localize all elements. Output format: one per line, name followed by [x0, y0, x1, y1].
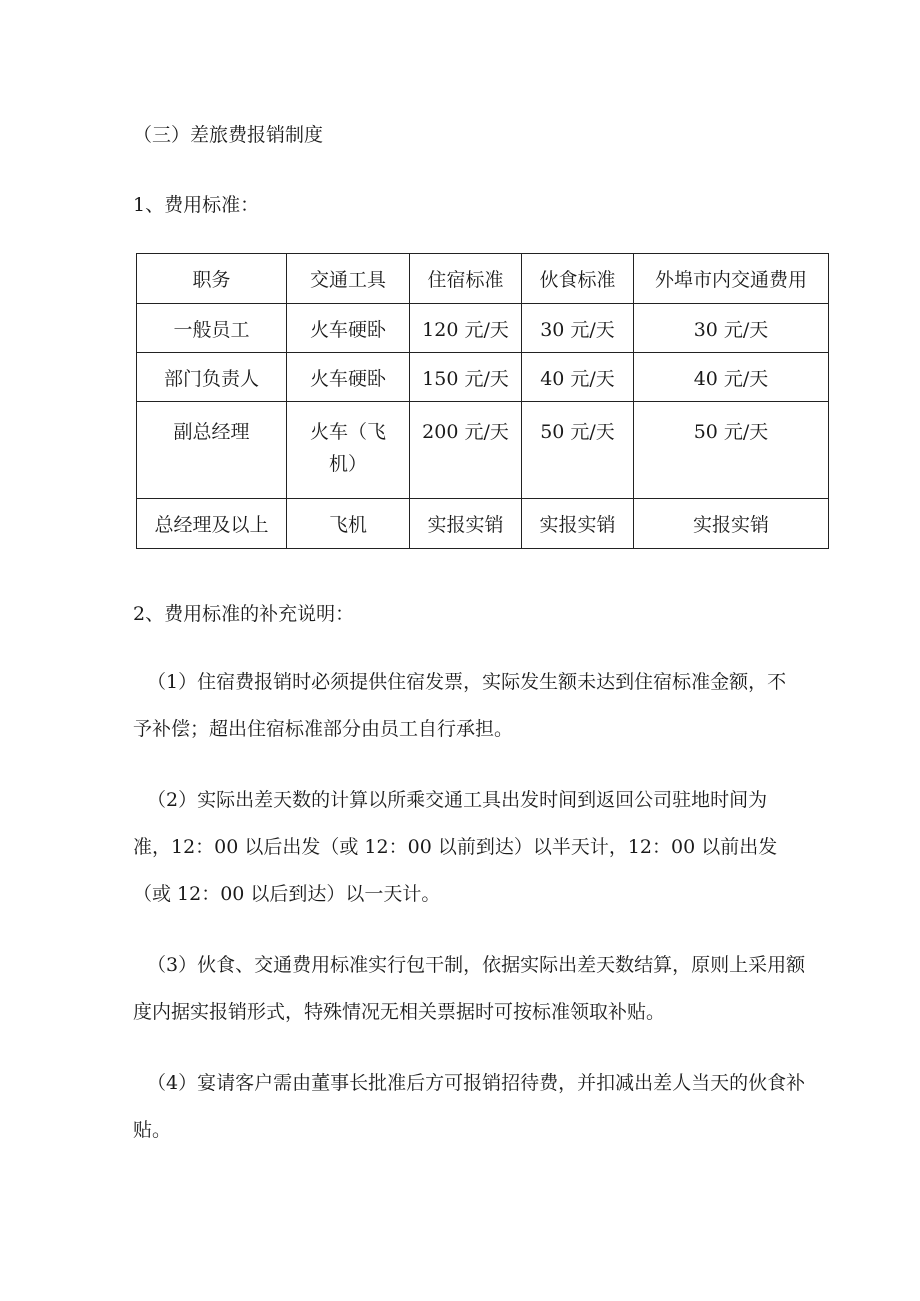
table-cell: 40 元/天 — [522, 353, 634, 402]
table-cell — [287, 402, 410, 499]
table-row — [137, 304, 829, 353]
table-cell: 50 元/天 — [634, 402, 829, 499]
table-cell: 200 元/天 — [410, 402, 522, 499]
table-row — [137, 499, 829, 549]
table-cell: 飞机 — [287, 499, 410, 549]
note-1-line-1: （1）住宿费报销时必须提供住宿发票，实际发生额未达到住宿标准金额，不 — [147, 671, 787, 693]
section-title: （三）差旅费报销制度 — [133, 124, 324, 146]
table-cell: 实报实销 — [522, 499, 634, 549]
table-cell: 副总经理 — [137, 402, 287, 499]
table-cell: 150 元/天 — [410, 353, 522, 402]
expense-standards-table — [136, 253, 829, 549]
header-cell: 职务 — [137, 254, 287, 304]
table-cell: 一般员工 — [137, 304, 287, 353]
table-row — [137, 402, 829, 499]
subsection-title-standards: 1、费用标准： — [133, 194, 260, 216]
table-header-row — [137, 254, 829, 304]
header-cell: 外埠市内交通费用 — [634, 254, 829, 304]
table-cell: 120 元/天 — [410, 304, 522, 353]
table-row — [137, 353, 829, 402]
header-cell: 伙食标准 — [522, 254, 634, 304]
note-2-line-2: 准，12：00 以后出发（或 12：00 以前到达）以半天计，12：00 以前出发 — [133, 836, 778, 858]
table-cell: 实报实销 — [410, 499, 522, 549]
table-cell: 火车硬卧 — [287, 353, 410, 402]
note-3-line-1: （3）伙食、交通费用标准实行包干制，依据实际出差天数结算，原则上采用额 — [147, 954, 806, 976]
table-cell: 30 元/天 — [522, 304, 634, 353]
table-cell: 40 元/天 — [634, 353, 829, 402]
note-3-line-2: 度内据实报销形式，特殊情况无相关票据时可按标准领取补贴。 — [133, 1001, 666, 1023]
table-cell: 实报实销 — [634, 499, 829, 549]
note-1-line-2: 予补偿；超出住宿标准部分由员工自行承担。 — [133, 718, 514, 740]
note-4-line-2: 贴。 — [133, 1119, 172, 1141]
header-cell: 住宿标准 — [410, 254, 522, 304]
table-cell: 30 元/天 — [634, 304, 829, 353]
table-cell-text: 火车（飞机） — [309, 421, 386, 475]
header-cell: 交通工具 — [287, 254, 410, 304]
note-2-line-3: （或 12：00 以后到达）以一天计。 — [133, 883, 441, 905]
note-4-line-1: （4）宴请客户需由董事长批准后方可报销招待费，并扣减出差人当天的伙食补 — [147, 1072, 806, 1094]
table-cell: 总经理及以上 — [137, 499, 287, 549]
subsection-title-notes: 2、费用标准的补充说明： — [133, 603, 355, 625]
table-cell: 部门负责人 — [137, 353, 287, 402]
note-2-line-1: （2）实际出差天数的计算以所乘交通工具出发时间到返回公司驻地时间为 — [147, 789, 768, 811]
table-cell: 50 元/天 — [522, 402, 634, 499]
table-cell: 火车硬卧 — [287, 304, 410, 353]
